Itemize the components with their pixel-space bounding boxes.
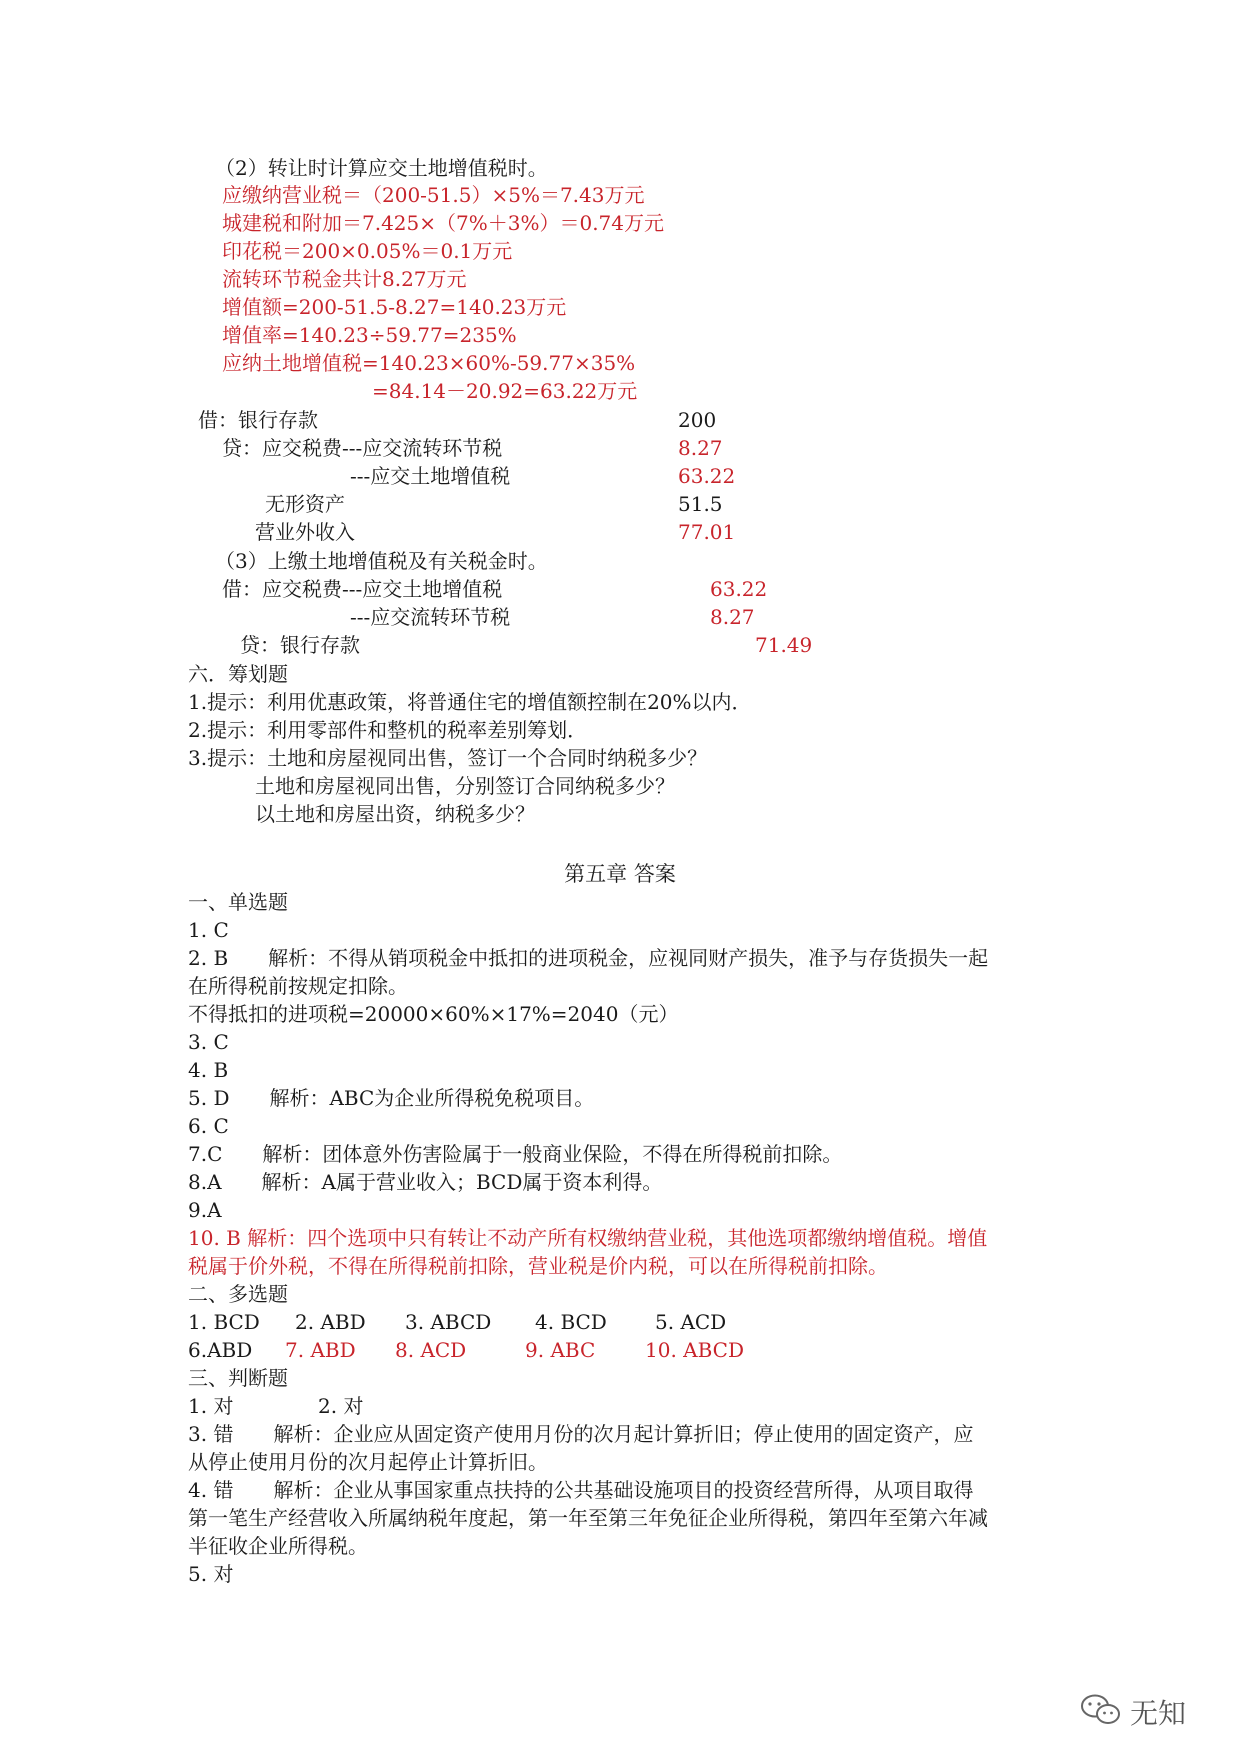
judgement-answer: 4. 错 解析：企业从事国家重点扶持的公共基础设施项目的投资经营所得，从项目取得 [188, 1478, 974, 1502]
judgement-answer: 3. 错 解析：企业应从固定资产使用月份的次月起计算折旧；停止使用的固定资产，应 [188, 1422, 974, 1446]
section-2-heading: （2）转让时计算应交土地增值税时。 [215, 156, 548, 180]
planning-item: 2.提示：利用零部件和整机的税率差别筹划． [188, 718, 588, 742]
answer-line: 1. C [188, 918, 229, 942]
answer-line: 3. C [188, 1030, 229, 1054]
answer-line: 8.A 解析：A属于营业收入；BCD属于资本利得。 [188, 1170, 663, 1194]
journal-amount: 8.27 [678, 436, 723, 460]
judgement-answer: 5. 对 [188, 1562, 234, 1586]
planning-item: 1.提示：利用优惠政策，将普通住宅的增值额控制在20%以内． [188, 690, 752, 714]
journal-account: ---应交流转环节税 [350, 605, 511, 629]
journal-account: 借：应交税费---应交土地增值税 [222, 577, 503, 601]
calc-line: 增值率=140.23÷59.77=235% [222, 323, 517, 347]
answer-line: 4. B [188, 1058, 229, 1082]
answer-line: 7.C 解析：团体意外伤害险属于一般商业保险，不得在所得税前扣除。 [188, 1142, 843, 1166]
multi-answer: 10. ABCD [645, 1338, 745, 1362]
journal-amount: 8.27 [710, 605, 755, 629]
calc-line: 城建税和附加＝7.425×（7%＋3%）＝0.74万元 [222, 211, 665, 235]
watermark-text: 无知 [1130, 1697, 1187, 1730]
judgement-answer: 1. 对 [188, 1394, 234, 1418]
multi-answer: 7. ABD [285, 1338, 356, 1362]
single-choice-heading: 一、单选题 [188, 890, 288, 914]
calc-line: =84.14－20.92=63.22万元 [372, 379, 638, 403]
multi-answer: 3. ABCD [405, 1310, 492, 1334]
watermark [1080, 1692, 1186, 1732]
planning-heading: 六．筹划题 [188, 662, 288, 686]
multi-answer: 2. ABD [295, 1310, 366, 1334]
calc-line: 增值额=200-51.5-8.27=140.23万元 [222, 295, 567, 319]
planning-item: 以土地和房屋出资，纳税多少？ [255, 802, 535, 826]
multi-answer: 5. ACD [655, 1310, 727, 1334]
wechat-icon [1080, 1693, 1122, 1731]
judgement-answer: 第一笔生产经营收入所属纳税年度起，第一年至第三年免征企业所得税，第四年至第六年减 [188, 1506, 988, 1530]
journal-amount: 71.49 [755, 633, 813, 657]
chapter-title: 第五章 答案 [564, 862, 676, 886]
section-3-heading: （3）上缴土地增值税及有关税金时。 [215, 549, 548, 573]
answer-line: 在所得税前按规定扣除。 [188, 974, 408, 998]
multi-answer: 1. BCD [188, 1310, 260, 1334]
journal-account: 营业外收入 [255, 520, 355, 544]
answer-line: 5. D 解析：ABC为企业所得税免税项目。 [188, 1086, 595, 1110]
journal-account: 贷：应交税费---应交流转环节税 [222, 436, 503, 460]
journal-account: 借：银行存款 [198, 408, 318, 432]
journal-amount: 200 [678, 408, 717, 432]
planning-item: 3.提示：土地和房屋视同出售，签订一个合同时纳税多少？ [188, 746, 708, 770]
judgement-answer: 半征收企业所得税。 [188, 1534, 368, 1558]
journal-account: 无形资产 [265, 492, 345, 516]
answer-line: 税属于价外税，不得在所得税前扣除，营业税是价内税，可以在所得税前扣除。 [188, 1254, 888, 1278]
answer-line: 6. C [188, 1114, 229, 1138]
answer-line: 10. B 解析：四个选项中只有转让不动产所有权缴纳营业税，其他选项都缴纳增值税。增值 [188, 1226, 988, 1250]
answer-line: 9.A [188, 1198, 222, 1222]
multi-answer: 8. ACD [395, 1338, 467, 1362]
planning-item: 土地和房屋视同出售，分别签订合同纳税多少？ [255, 774, 675, 798]
multi-choice-heading: 二、多选题 [188, 1282, 288, 1306]
multi-answer: 6.ABD [188, 1338, 253, 1362]
answer-line: 不得抵扣的进项税=20000×60%×17%=2040（元） [188, 1002, 679, 1026]
journal-account: 贷：银行存款 [240, 633, 360, 657]
calc-line: 印花税＝200×0.05%＝0.1万元 [222, 239, 513, 263]
journal-amount: 63.22 [710, 577, 768, 601]
multi-answer: 4. BCD [535, 1310, 607, 1334]
judgement-heading: 三、判断题 [188, 1366, 288, 1390]
journal-amount: 63.22 [678, 464, 736, 488]
multi-answer: 9. ABC [525, 1338, 596, 1362]
judgement-answer: 从停止使用月份的次月起停止计算折旧。 [188, 1450, 548, 1474]
journal-amount: 51.5 [678, 492, 723, 516]
calc-line: 流转环节税金共计8.27万元 [222, 267, 467, 291]
calc-line: 应纳土地增值税=140.23×60%-59.77×35% [222, 351, 636, 375]
judgement-answer: 2. 对 [318, 1394, 364, 1418]
journal-amount: 77.01 [678, 520, 736, 544]
journal-account: ---应交土地增值税 [350, 464, 511, 488]
calc-line: 应缴纳营业税＝（200-51.5）×5%＝7.43万元 [222, 183, 645, 207]
answer-line: 2. B 解析：不得从销项税金中抵扣的进项税金，应视同财产损失，准予与存货损失一起 [188, 946, 989, 970]
